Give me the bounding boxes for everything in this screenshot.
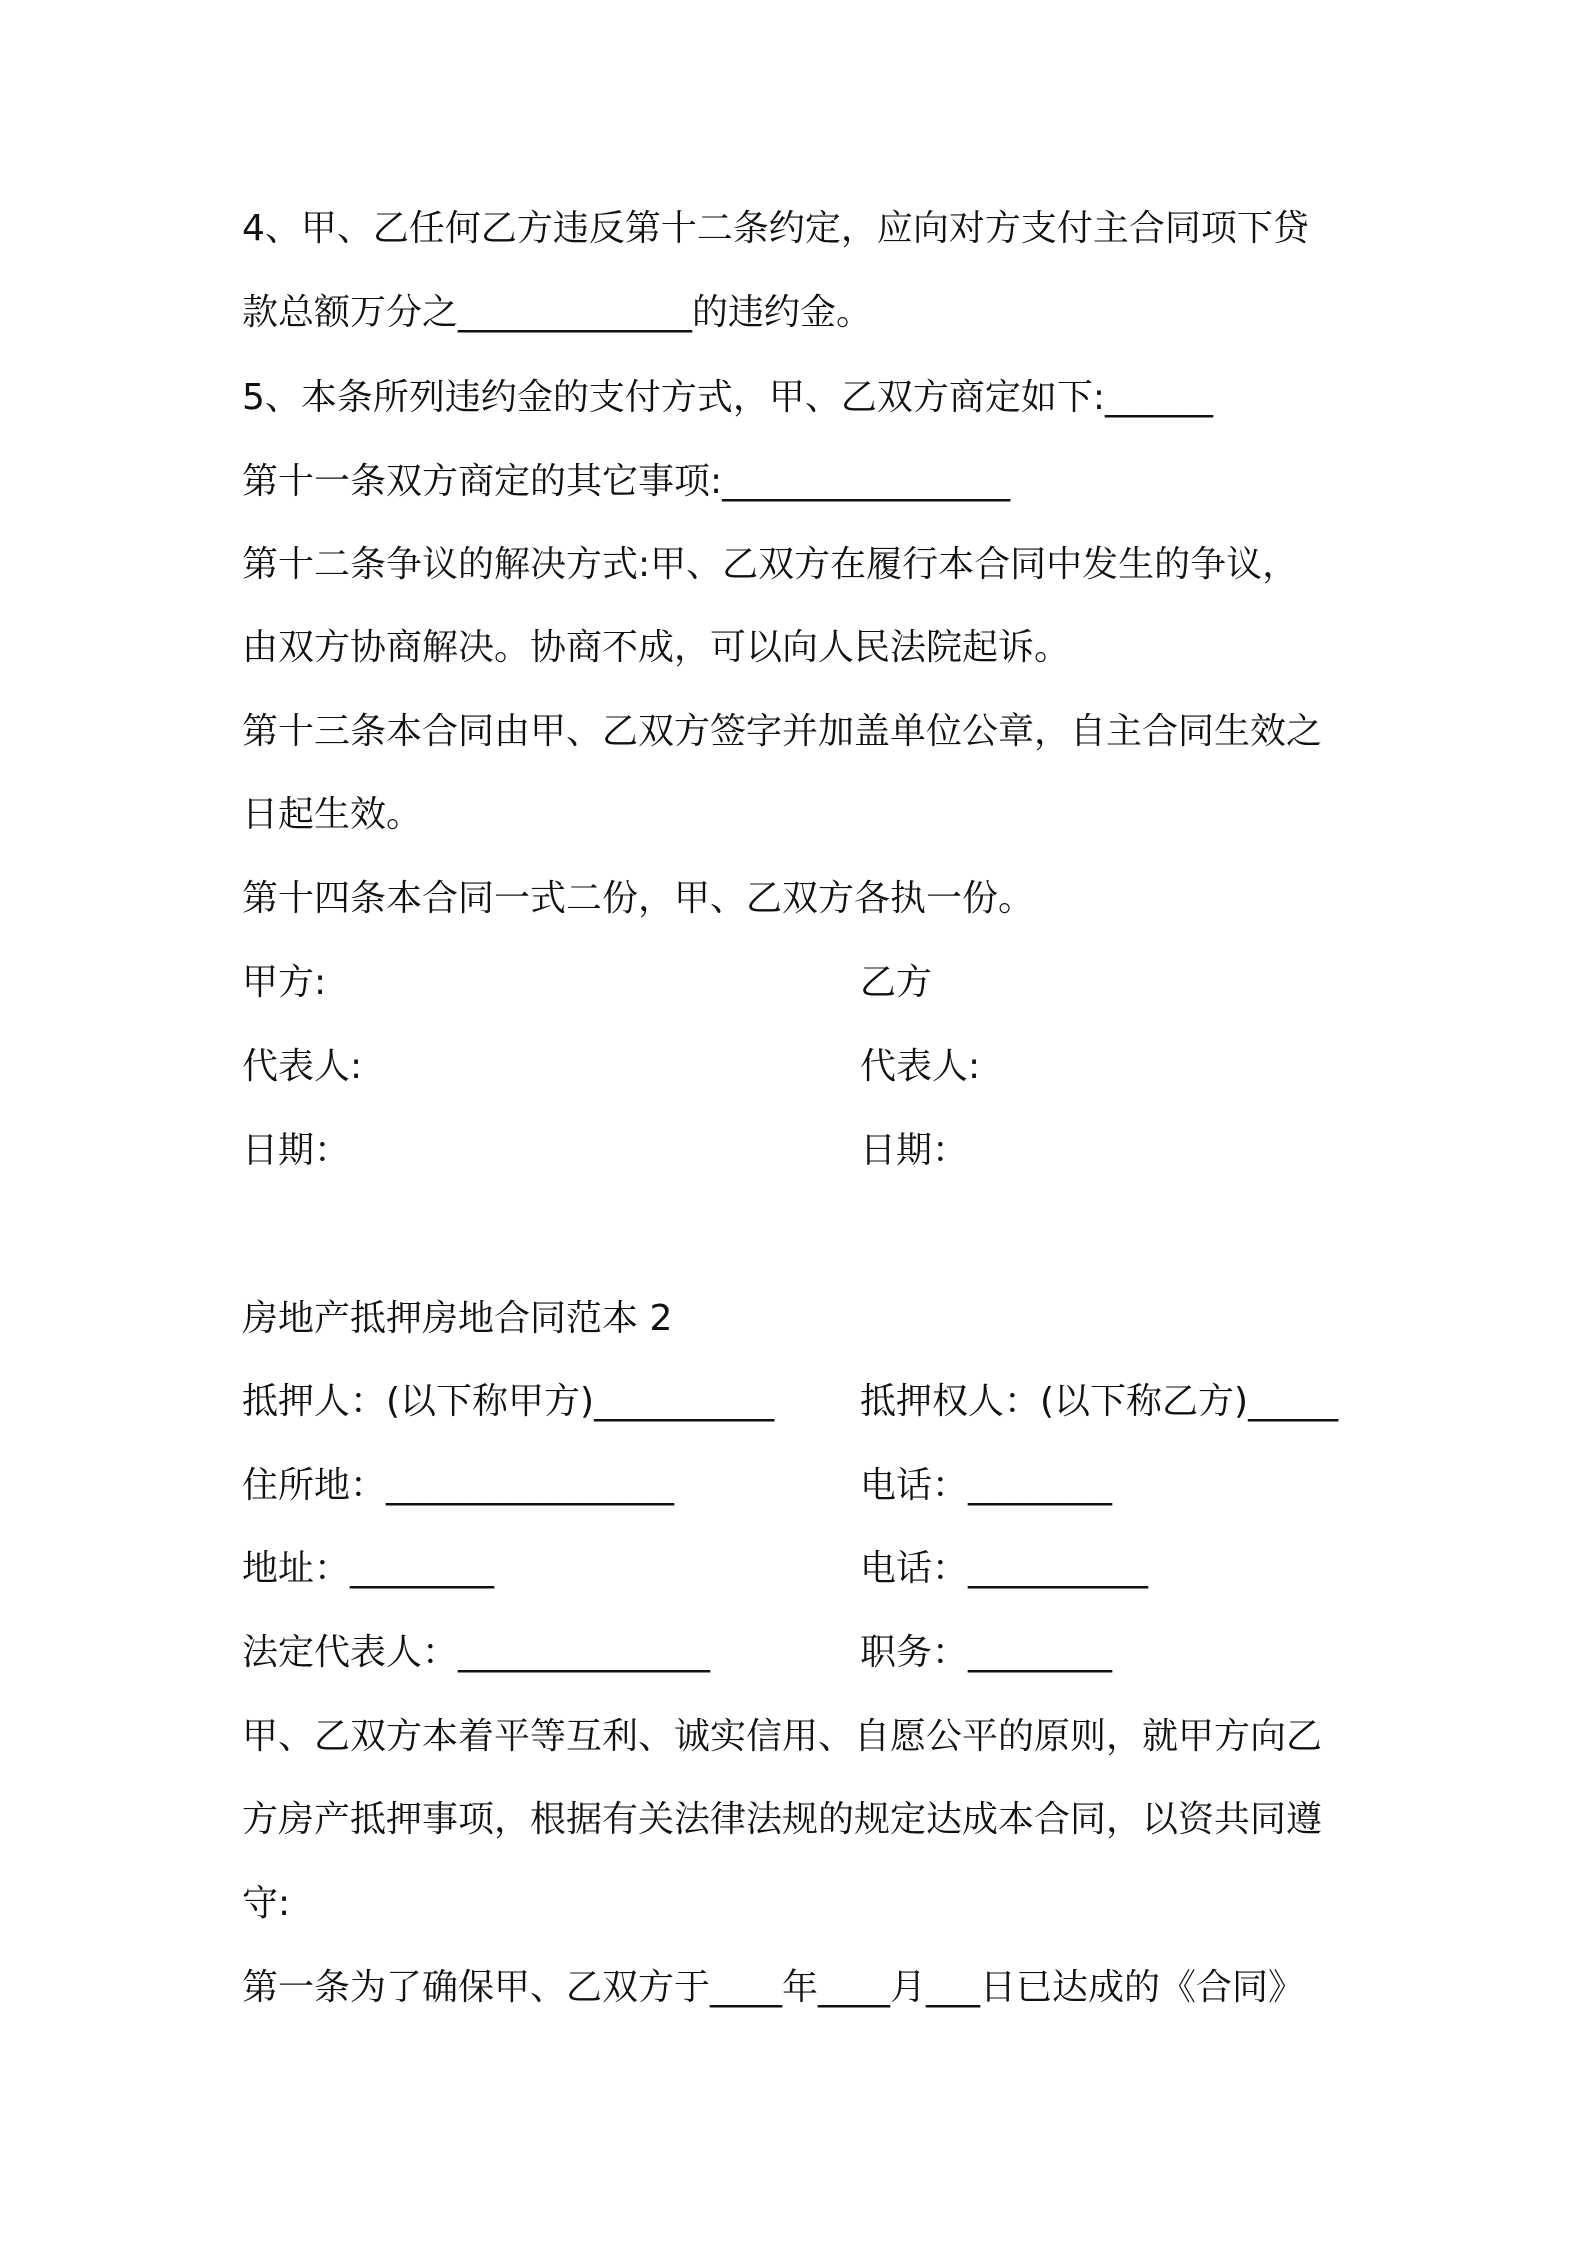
paragraph-line: 日起生效。 xyxy=(242,794,423,835)
party-b-representative-label: 代表人: xyxy=(860,1046,981,1087)
paragraph-line: 第一条为了确保甲、乙双方于____年____月___日已达成的《合同》 xyxy=(242,1967,1305,2008)
mortgagor-field: 抵押人：(以下称甲方)__________ xyxy=(242,1381,775,1422)
paragraph-line: 第十二条争议的解决方式:甲、乙双方在履行本合同中发生的争议， xyxy=(242,544,1299,585)
party-b-date-label: 日期： xyxy=(860,1130,969,1171)
phone-field-2: 电话：__________ xyxy=(860,1548,1149,1589)
paragraph-line: 第十四条本合同一式二份，甲、乙双方各执一份。 xyxy=(242,878,1035,919)
address-field: 地址：________ xyxy=(242,1548,495,1589)
party-a-label: 甲方: xyxy=(242,962,327,1003)
paragraph-line: 方房产抵押事项，根据有关法律法规的规定达成本合同，以资共同遵 xyxy=(242,1799,1323,1840)
residence-field: 住所地：________________ xyxy=(242,1465,675,1506)
party-a-representative-label: 代表人: xyxy=(242,1046,363,1087)
party-a-date-label: 日期： xyxy=(242,1130,351,1171)
mortgagee-field: 抵押权人：(以下称乙方)_____ xyxy=(860,1381,1339,1422)
paragraph-line: 由双方协商解决。协商不成，可以向人民法院起诉。 xyxy=(242,627,1071,668)
paragraph-line: 第十三条本合同由甲、乙双方签字并加盖单位公章，自主合同生效之 xyxy=(242,711,1323,752)
paragraph-line: 4、甲、乙任何乙方违反第十二条约定，应向对方支付主合同项下贷 xyxy=(242,208,1309,249)
party-b-label: 乙方 xyxy=(860,962,933,1003)
paragraph-line: 第十一条双方商定的其它事项:________________ xyxy=(242,461,1011,502)
legal-representative-field: 法定代表人：______________ xyxy=(242,1632,711,1673)
paragraph-line: 5、本条所列违约金的支付方式，甲、乙双方商定如下:______ xyxy=(242,377,1214,418)
section-title: 房地产抵押房地合同范本 2 xyxy=(242,1298,673,1339)
position-field: 职务：________ xyxy=(860,1632,1113,1673)
phone-field-1: 电话：________ xyxy=(860,1465,1113,1506)
paragraph-line: 甲、乙双方本着平等互利、诚实信用、自愿公平的原则，就甲方向乙 xyxy=(242,1716,1323,1757)
paragraph-line: 守: xyxy=(242,1883,291,1924)
paragraph-line: 款总额万分之_____________的违约金。 xyxy=(242,292,873,333)
